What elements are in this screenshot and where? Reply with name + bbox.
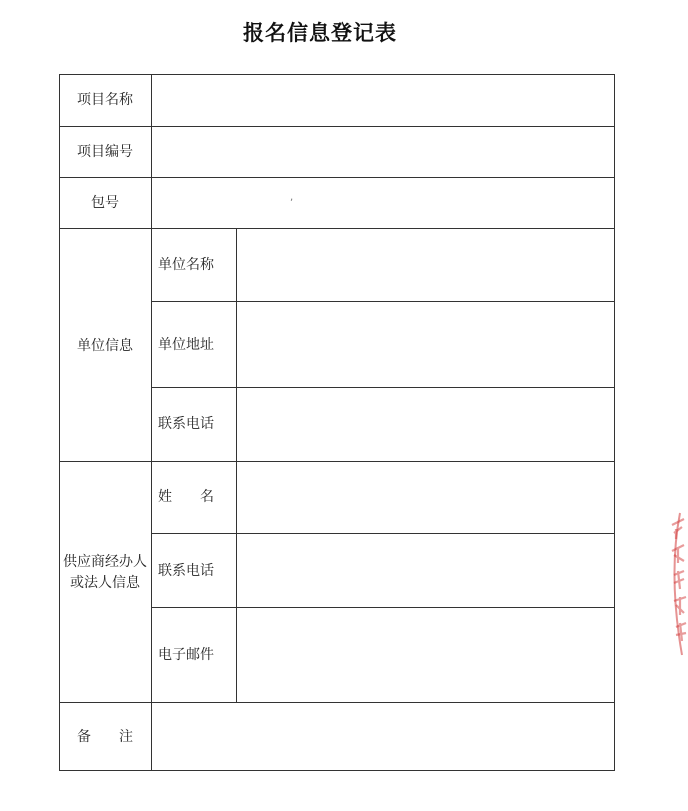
unit-phone-field[interactable]	[237, 388, 614, 461]
rep-name-field[interactable]	[237, 462, 614, 533]
remarks-label: 备 注	[77, 729, 133, 745]
rep-phone-field[interactable]	[237, 534, 614, 607]
rep-email-field[interactable]	[237, 608, 614, 702]
unit-info-group-label: 单位信息	[77, 338, 133, 354]
rep-name-label: 姓 名	[158, 489, 214, 505]
table-border-left	[59, 74, 60, 771]
form-title: 报名信息登记表	[243, 21, 397, 45]
rep-email-label: 电子邮件	[158, 647, 214, 663]
unit-phone-label: 联系电话	[158, 416, 214, 432]
unit-address-label: 单位地址	[158, 337, 214, 353]
unit-name-label: 单位名称	[158, 257, 214, 273]
remarks-field[interactable]	[152, 703, 614, 770]
lot-number-field[interactable]	[152, 178, 614, 228]
project-number-label: 项目编号	[77, 144, 133, 160]
scan-speck: ,	[290, 192, 294, 203]
project-name-label: 项目名称	[77, 92, 133, 108]
registration-form	[59, 74, 615, 771]
seal-stamp-partial	[662, 505, 688, 665]
supplier-rep-group-label: 供应商经办人或法人信息	[63, 554, 147, 591]
project-name-field[interactable]	[152, 75, 614, 126]
lot-number-label: 包号	[91, 195, 119, 211]
table-border-bottom	[59, 770, 615, 771]
table-border-right	[614, 74, 615, 771]
rep-phone-label: 联系电话	[158, 563, 214, 579]
project-number-field[interactable]	[152, 127, 614, 177]
unit-name-field[interactable]	[237, 229, 614, 301]
unit-address-field[interactable]	[237, 302, 614, 387]
